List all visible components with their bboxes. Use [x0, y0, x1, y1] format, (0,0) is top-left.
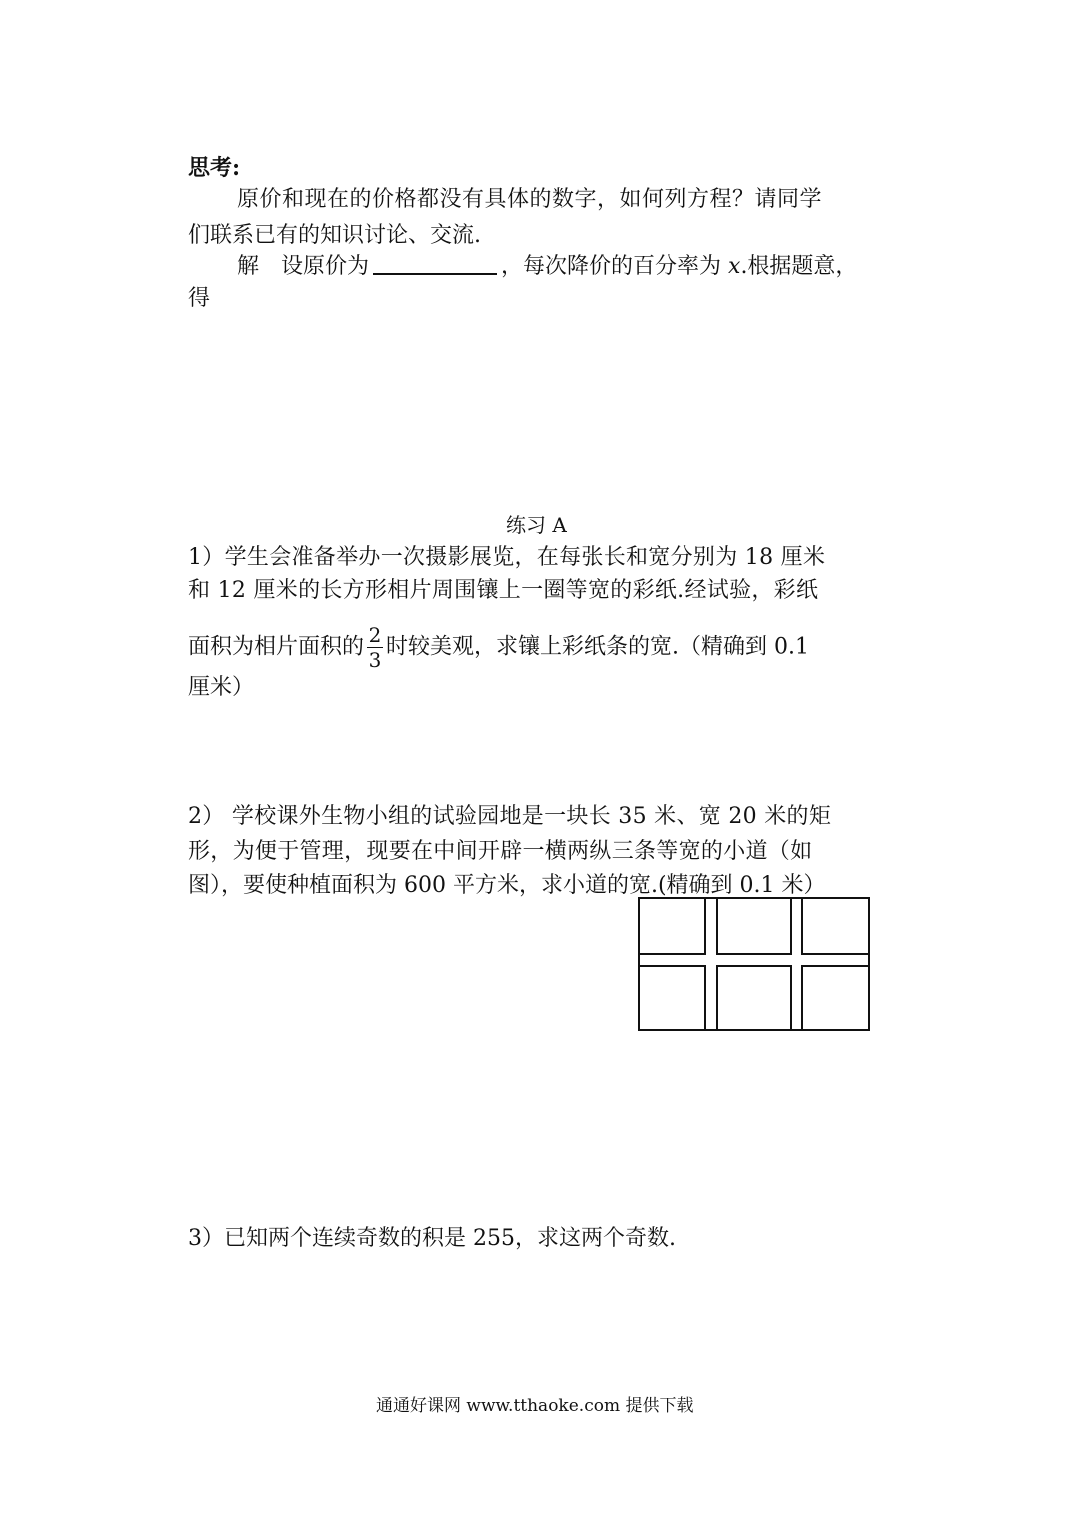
fraction-denominator: 3: [368, 648, 382, 672]
solution-middle: ，每次降价的百分率为: [501, 254, 729, 279]
plot-bottom-left: [639, 966, 705, 1030]
question-3: 3）已知两个连续奇数的积是 255，求这两个奇数.: [188, 1226, 676, 1251]
question-1-line-1: 1）学生会准备举办一次摄影展览，在每张长和宽分别为 18 厘米: [188, 545, 826, 570]
fraction-two-thirds: [367, 624, 383, 671]
plot-top-middle: [717, 898, 791, 954]
garden-outer-border: [639, 898, 869, 1030]
footer-credit: 通通好课网 www.tthaoke.com 提供下载: [376, 1396, 694, 1416]
question-2-line-3: 图），要使种植面积为 600 平方米，求小道的宽.(精确到 0.1 米）: [188, 873, 826, 898]
exercise-title: 练习 A: [506, 513, 567, 537]
question-1-line-3: [188, 624, 809, 671]
plot-top-left: [639, 898, 705, 954]
think-paragraph-line-2: 们联系已有的知识讨论、交流.: [188, 223, 481, 248]
question-1-line-2: 和 12 厘米的长方形相片周围镶上一圈等宽的彩纸.经试验，彩纸: [188, 578, 819, 603]
solution-line-2: 得: [188, 286, 211, 311]
solution-line: [237, 247, 857, 285]
question-2-line-1: 2） 学校课外生物小组的试验园地是一块长 35 米、宽 20 米的矩: [188, 804, 832, 829]
question-1-line-4: 厘米）: [188, 675, 255, 700]
variable-x: x: [728, 254, 741, 279]
solution-prefix: 解 设原价为: [237, 254, 370, 279]
think-paragraph-line-1: 原价和现在的价格都没有具体的数字，如何列方程？请同学: [237, 187, 823, 212]
plot-bottom-middle: [717, 966, 791, 1030]
answer-blank: [373, 247, 497, 275]
fraction-numerator: 2: [368, 623, 382, 647]
question-2-line-2: 形，为便于管理，现要在中间开辟一横两纵三条等宽的小道（如: [188, 839, 813, 864]
question-1-text-before-fraction: 面积为相片面积的: [188, 634, 365, 660]
heading-think: 思考:: [188, 155, 241, 181]
plot-top-right: [802, 898, 869, 954]
solution-end: .根据题意，: [740, 254, 858, 279]
garden-path-diagram: [638, 897, 872, 1033]
question-1-text-after-fraction: 时较美观，求镶上彩纸条的宽.（精确到 0.1: [386, 634, 809, 660]
plot-bottom-right: [802, 966, 869, 1030]
